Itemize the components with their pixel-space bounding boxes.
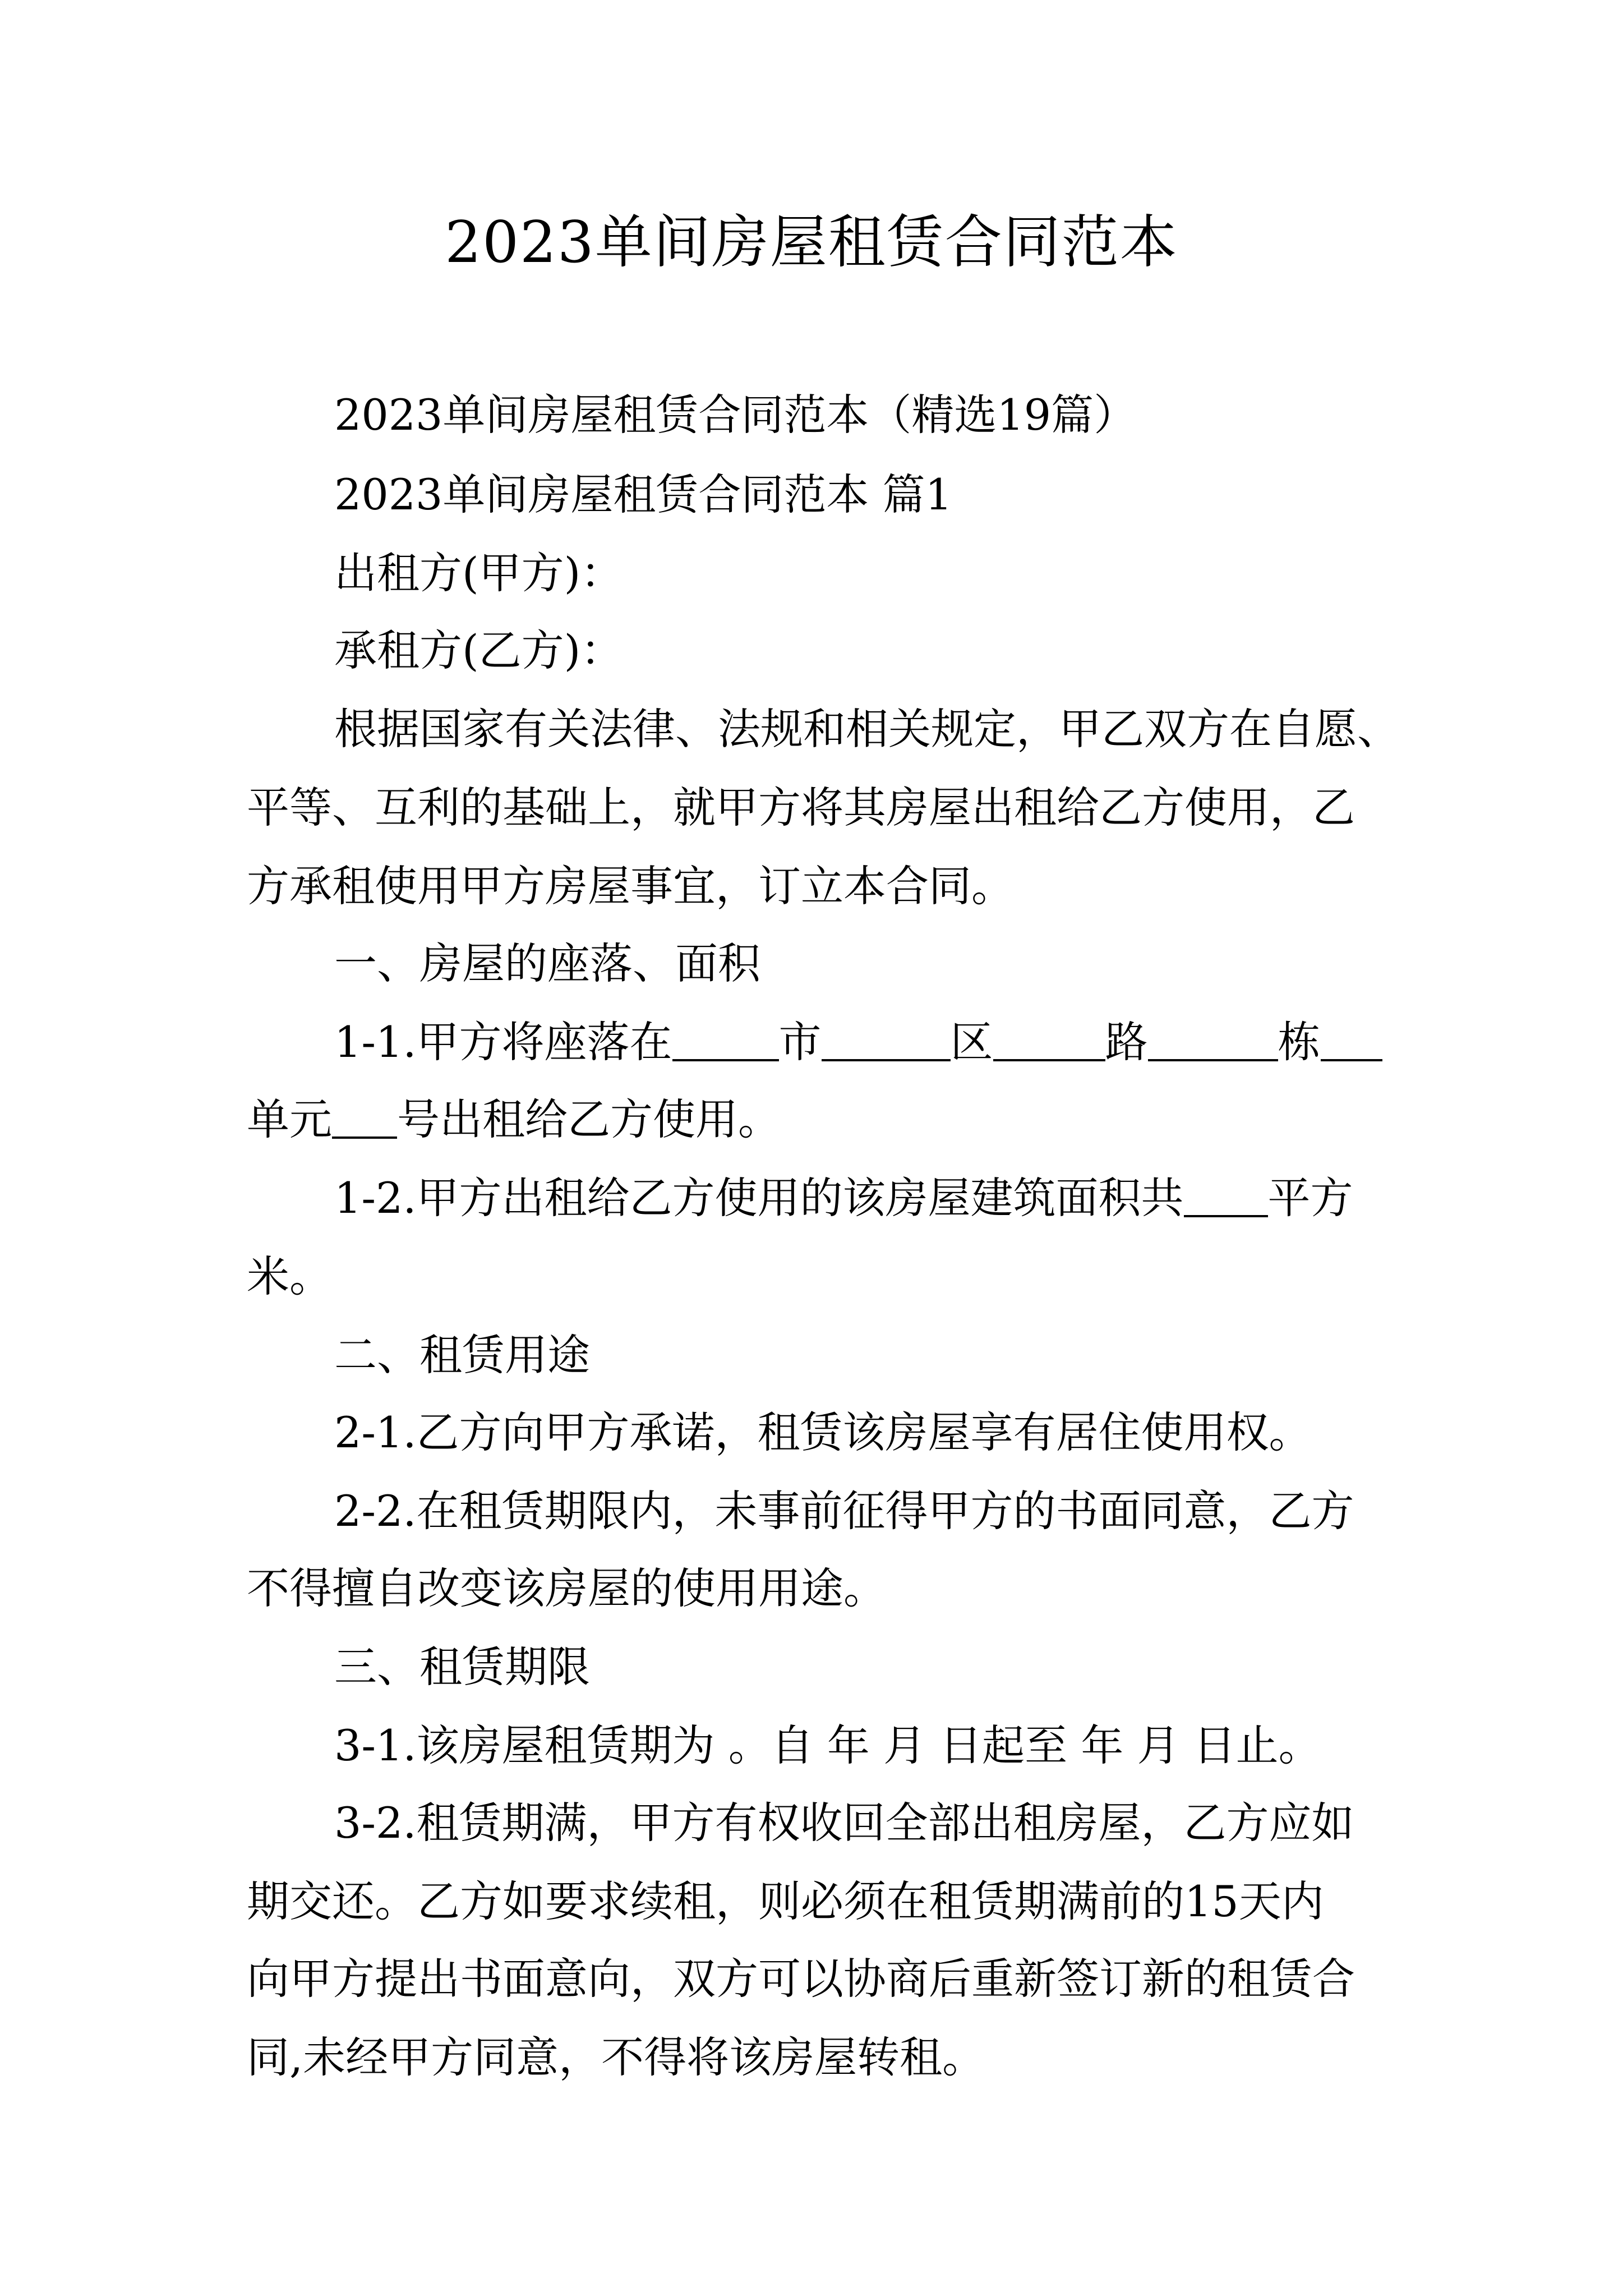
intro-paragraph-line: 方承租使用甲方房屋事宜，订立本合同。 (247, 861, 1014, 911)
blank-field (1148, 1020, 1278, 1061)
clause-1-1-continued (247, 1092, 781, 1148)
clause-2-2: 2-2.在租赁期限内，未事前征得甲方的书面同意，乙方 (334, 1486, 1354, 1536)
clause-3-2-continued: 同,未经甲方同意，不得将该房屋转租。 (247, 2032, 985, 2082)
section-heading: 一、房屋的座落、面积 (334, 938, 760, 988)
clause-3-2: 3-2.租赁期满，甲方有权收回全部出租房屋，乙方应如 (334, 1798, 1354, 1848)
blank-field (1184, 1176, 1268, 1217)
clause-text: 市 (778, 1017, 822, 1067)
clause-text: 栋 (1278, 1017, 1321, 1067)
intro-paragraph-line: 根据国家有关法律、法规和相关规定，甲乙双方在自愿、 (334, 704, 1400, 754)
clause-text: 号出租给乙方使用。 (397, 1094, 781, 1144)
blank-field (672, 1020, 779, 1061)
blank-field (822, 1020, 951, 1061)
section-heading: 二、租赁用途 (334, 1330, 590, 1380)
clause-3-2-continued: 期交还。乙方如要求续租，则必须在租赁期满前的15天内 (247, 1876, 1324, 1926)
clause-1-2-continued: 米。 (247, 1251, 332, 1301)
clause-text: 区 (950, 1017, 993, 1067)
document-subtitle: 2023单间房屋租赁合同范本（精选19篇） (334, 390, 1137, 440)
clause-2-2-continued: 不得擅自改变该房屋的使用用途。 (247, 1563, 886, 1613)
document-title: 2023单间房屋租赁合同范本 (445, 209, 1178, 276)
section-heading: 三、租赁期限 (334, 1642, 590, 1692)
clause-3-1: 3-1.该房屋租赁期为 。自 年 月 日起至 年 月 日止。 (334, 1720, 1321, 1770)
clause-2-1: 2-1.乙方向甲方承诺，租赁该房屋享有居住使用权。 (334, 1407, 1312, 1457)
part-heading: 2023单间房屋租赁合同范本 篇1 (334, 470, 952, 519)
clause-text: 路 (1105, 1017, 1148, 1067)
clause-text: 平方 (1267, 1173, 1353, 1223)
clause-text: 单元 (247, 1094, 332, 1144)
clause-1-1 (334, 1014, 1382, 1070)
intro-paragraph-line: 平等、互利的基础上，就甲方将其房屋出租给乙方使用，乙 (247, 783, 1355, 832)
lessee-label: 承租方(乙方)： (334, 625, 624, 675)
blank-field (1321, 1020, 1382, 1061)
clause-text: 1-2.甲方出租给乙方使用的该房屋建筑面积共 (334, 1173, 1184, 1223)
lessor-label: 出租方(甲方)： (334, 548, 624, 598)
blank-field (993, 1020, 1105, 1061)
clause-1-2 (334, 1170, 1353, 1226)
clause-text: 1-1.甲方将座落在 (334, 1017, 672, 1067)
clause-3-2-continued: 向甲方提出书面意向，双方可以协商后重新签订新的租赁合 (247, 1954, 1355, 2004)
blank-field (332, 1097, 397, 1139)
